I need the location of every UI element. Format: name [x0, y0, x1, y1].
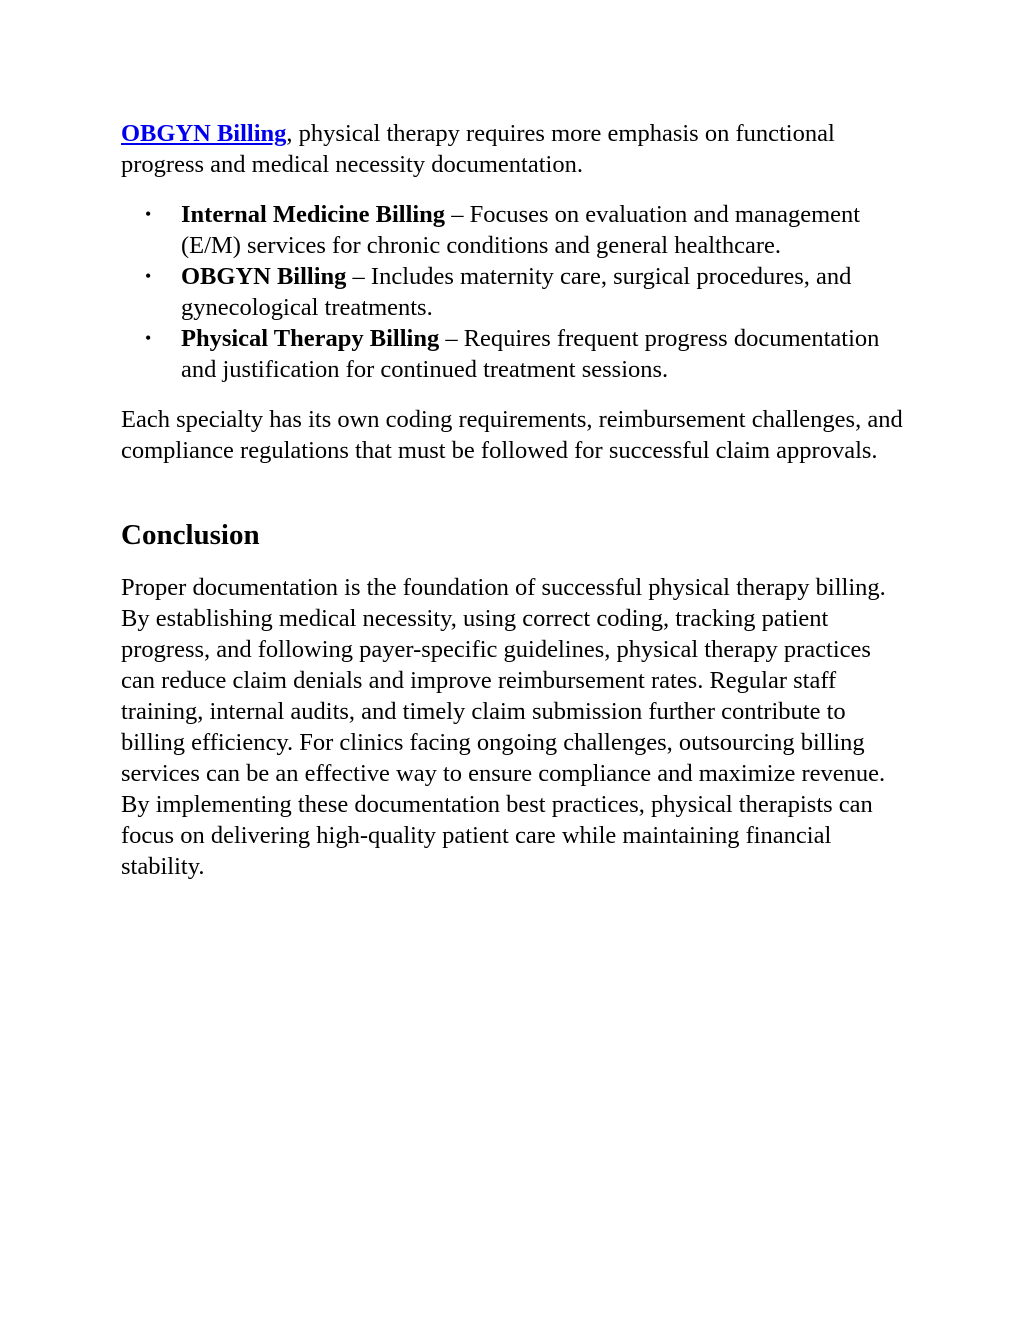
list-item: [145, 261, 911, 323]
specialty-term: Physical Therapy Billing: [181, 325, 440, 352]
specialty-separator: –: [445, 201, 470, 228]
specialty-description: Includes maternity care, surgical procedures, and gynecological treatments.: [181, 263, 852, 321]
specialty-description: Requires frequent progress documentation and justification for continued treatment sessions.: [181, 325, 880, 383]
specialty-list: [121, 199, 911, 385]
conclusion-heading: Conclusion: [121, 519, 260, 551]
specialty-description: Focuses on evaluation and management (E/M) services for chronic conditions and general healthcare.: [181, 201, 861, 259]
document-page: [121, 118, 911, 882]
bullet-icon: •: [145, 266, 152, 286]
specialty-term: OBGYN Billing: [181, 263, 347, 290]
obgyn-billing-link[interactable]: OBGYN Billing: [121, 120, 287, 147]
list-item: [145, 323, 911, 385]
specialty-separator: –: [439, 325, 464, 352]
bullet-icon: •: [145, 204, 152, 224]
list-item: [145, 199, 911, 261]
conclusion-paragraph: Proper documentation is the foundation of successful physical therapy billing. By establishing medical necessity, using correct coding, tracking patient progress, and following payer-specific guidelines, physical therapy practices can reduce claim denials and improve reimbursement rates. Regular staff training, internal audits, and timely claim submission further contribute to billing efficiency. For clinics facing ongoing challenges, outsourcing billing services can be an effective way to ensure compliance and maximize revenue. By implementing these documentation best practices, physical therapists can focus on delivering high-quality patient care while maintaining financial stability.: [121, 574, 886, 880]
intro-text: , physical therapy requires more emphasis on functional progress and medical necessity documentation.: [121, 120, 835, 178]
specialty-separator: –: [346, 263, 371, 290]
summary-paragraph: Each specialty has its own coding requirements, reimbursement challenges, and compliance regulations that must be followed for successful claim approvals.: [121, 406, 903, 464]
specialty-term: Internal Medicine Billing: [181, 201, 446, 228]
bullet-icon: •: [145, 328, 152, 348]
intro-paragraph: [121, 118, 911, 180]
